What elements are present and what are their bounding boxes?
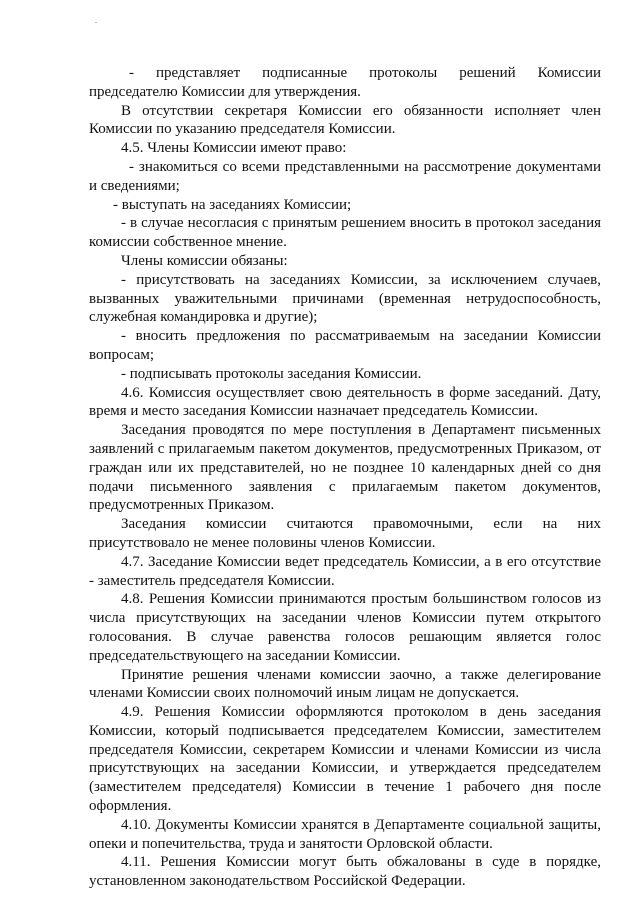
paragraph-no-absentee-decisions: Принятие решения членами комиссии заочно, а также делегирование членами Комиссии своих полномочий иным лицам не допускается. xyxy=(89,666,601,702)
paragraph-duties-heading: Члены комиссии обязаны: xyxy=(121,252,288,269)
paragraph-right-speak: - выступать на заседаниях Комиссии; xyxy=(113,196,352,213)
paragraph-4-10: 4.10. Документы Комиссии хранятся в Департаменте социальной защиты, опеки и попечительства, труда и занятости Орловской области. xyxy=(89,816,601,852)
paragraph-sessions-held: Заседания проводятся по мере поступления в Департамент письменных заявлений с прилагаемым пакетом документов, предусмотренных Приказом, от граждан или их представителей, но не позднее 10 календарных дней со дня подачи письменного заявления с прилагаемым пакетом документов, предусмотренных Приказом. xyxy=(89,422,601,514)
paragraph-4-7: 4.7. Заседание Комиссии ведет председатель Комиссии, а в его отсутствие - заместитель председателя Комиссии. xyxy=(89,553,601,589)
paragraph-4-11: 4.11. Решения Комиссии могут быть обжалованы в суде в порядке, установленном законодательством Российской Федерации. xyxy=(89,854,601,890)
document-page xyxy=(89,64,601,891)
paragraph-duty-attend: - присутствовать на заседаниях Комиссии, за исключением случаев, вызванных уважительными причинами (временная нетрудоспособность, служебная командировка и другие); xyxy=(89,271,601,326)
paragraph-4-5-heading: 4.5. Члены Комиссии имеют право: xyxy=(121,140,347,157)
scan-mark xyxy=(95,22,97,23)
paragraph-secretary-absence: В отсутствии секретаря Комиссии его обязанности исполняет член Комиссии по указанию председателя Комиссии. xyxy=(89,102,601,138)
paragraph-4-8: 4.8. Решения Комиссии принимаются простым большинством голосов из числа присутствующих на заседании членов Комиссии путем открытого голосования. В случае равенства голосов решающим является голос председательствующего на заседании Комиссии. xyxy=(89,591,601,664)
paragraph-duty-proposals: - вносить предложения по рассматриваемым на заседании Комиссии вопросам; xyxy=(89,328,601,363)
paragraph-duty-sign: - подписывать протоколы заседания Комиссии. xyxy=(121,365,422,382)
paragraph-present-protocols: - представляет подписанные протоколы решений Комиссии председателю Комиссии для утверждения. xyxy=(89,65,601,100)
paragraph-right-familiarize: - знакомиться со всеми представленными на рассмотрение документами и сведениями; xyxy=(89,158,601,194)
paragraph-quorum: Заседания комиссии считаются правомочными, если на них присутствовало не менее половины членов Комиссии. xyxy=(89,516,601,551)
paragraph-right-dissent: - в случае несогласия с принятым решением вносить в протокол заседания комиссии собственное мнение. xyxy=(89,215,601,251)
paragraph-4-9: 4.9. Решения Комиссии оформляются протоколом в день заседания Комиссии, который подписывается председателем Комиссии, заместителем председателя Комиссии, секретарем Комиссии и членами Комиссии из числа присутствующих на заседании Комиссии, и утверждается председателем (заместителем председателя) Комиссии в течение 1 рабочего дня после оформления. xyxy=(89,704,601,815)
paragraph-4-6: 4.6. Комиссия осуществляет свою деятельность в форме заседаний. Дату, время и место заседания Комиссии назначает председатель Комиссии. xyxy=(89,384,601,420)
